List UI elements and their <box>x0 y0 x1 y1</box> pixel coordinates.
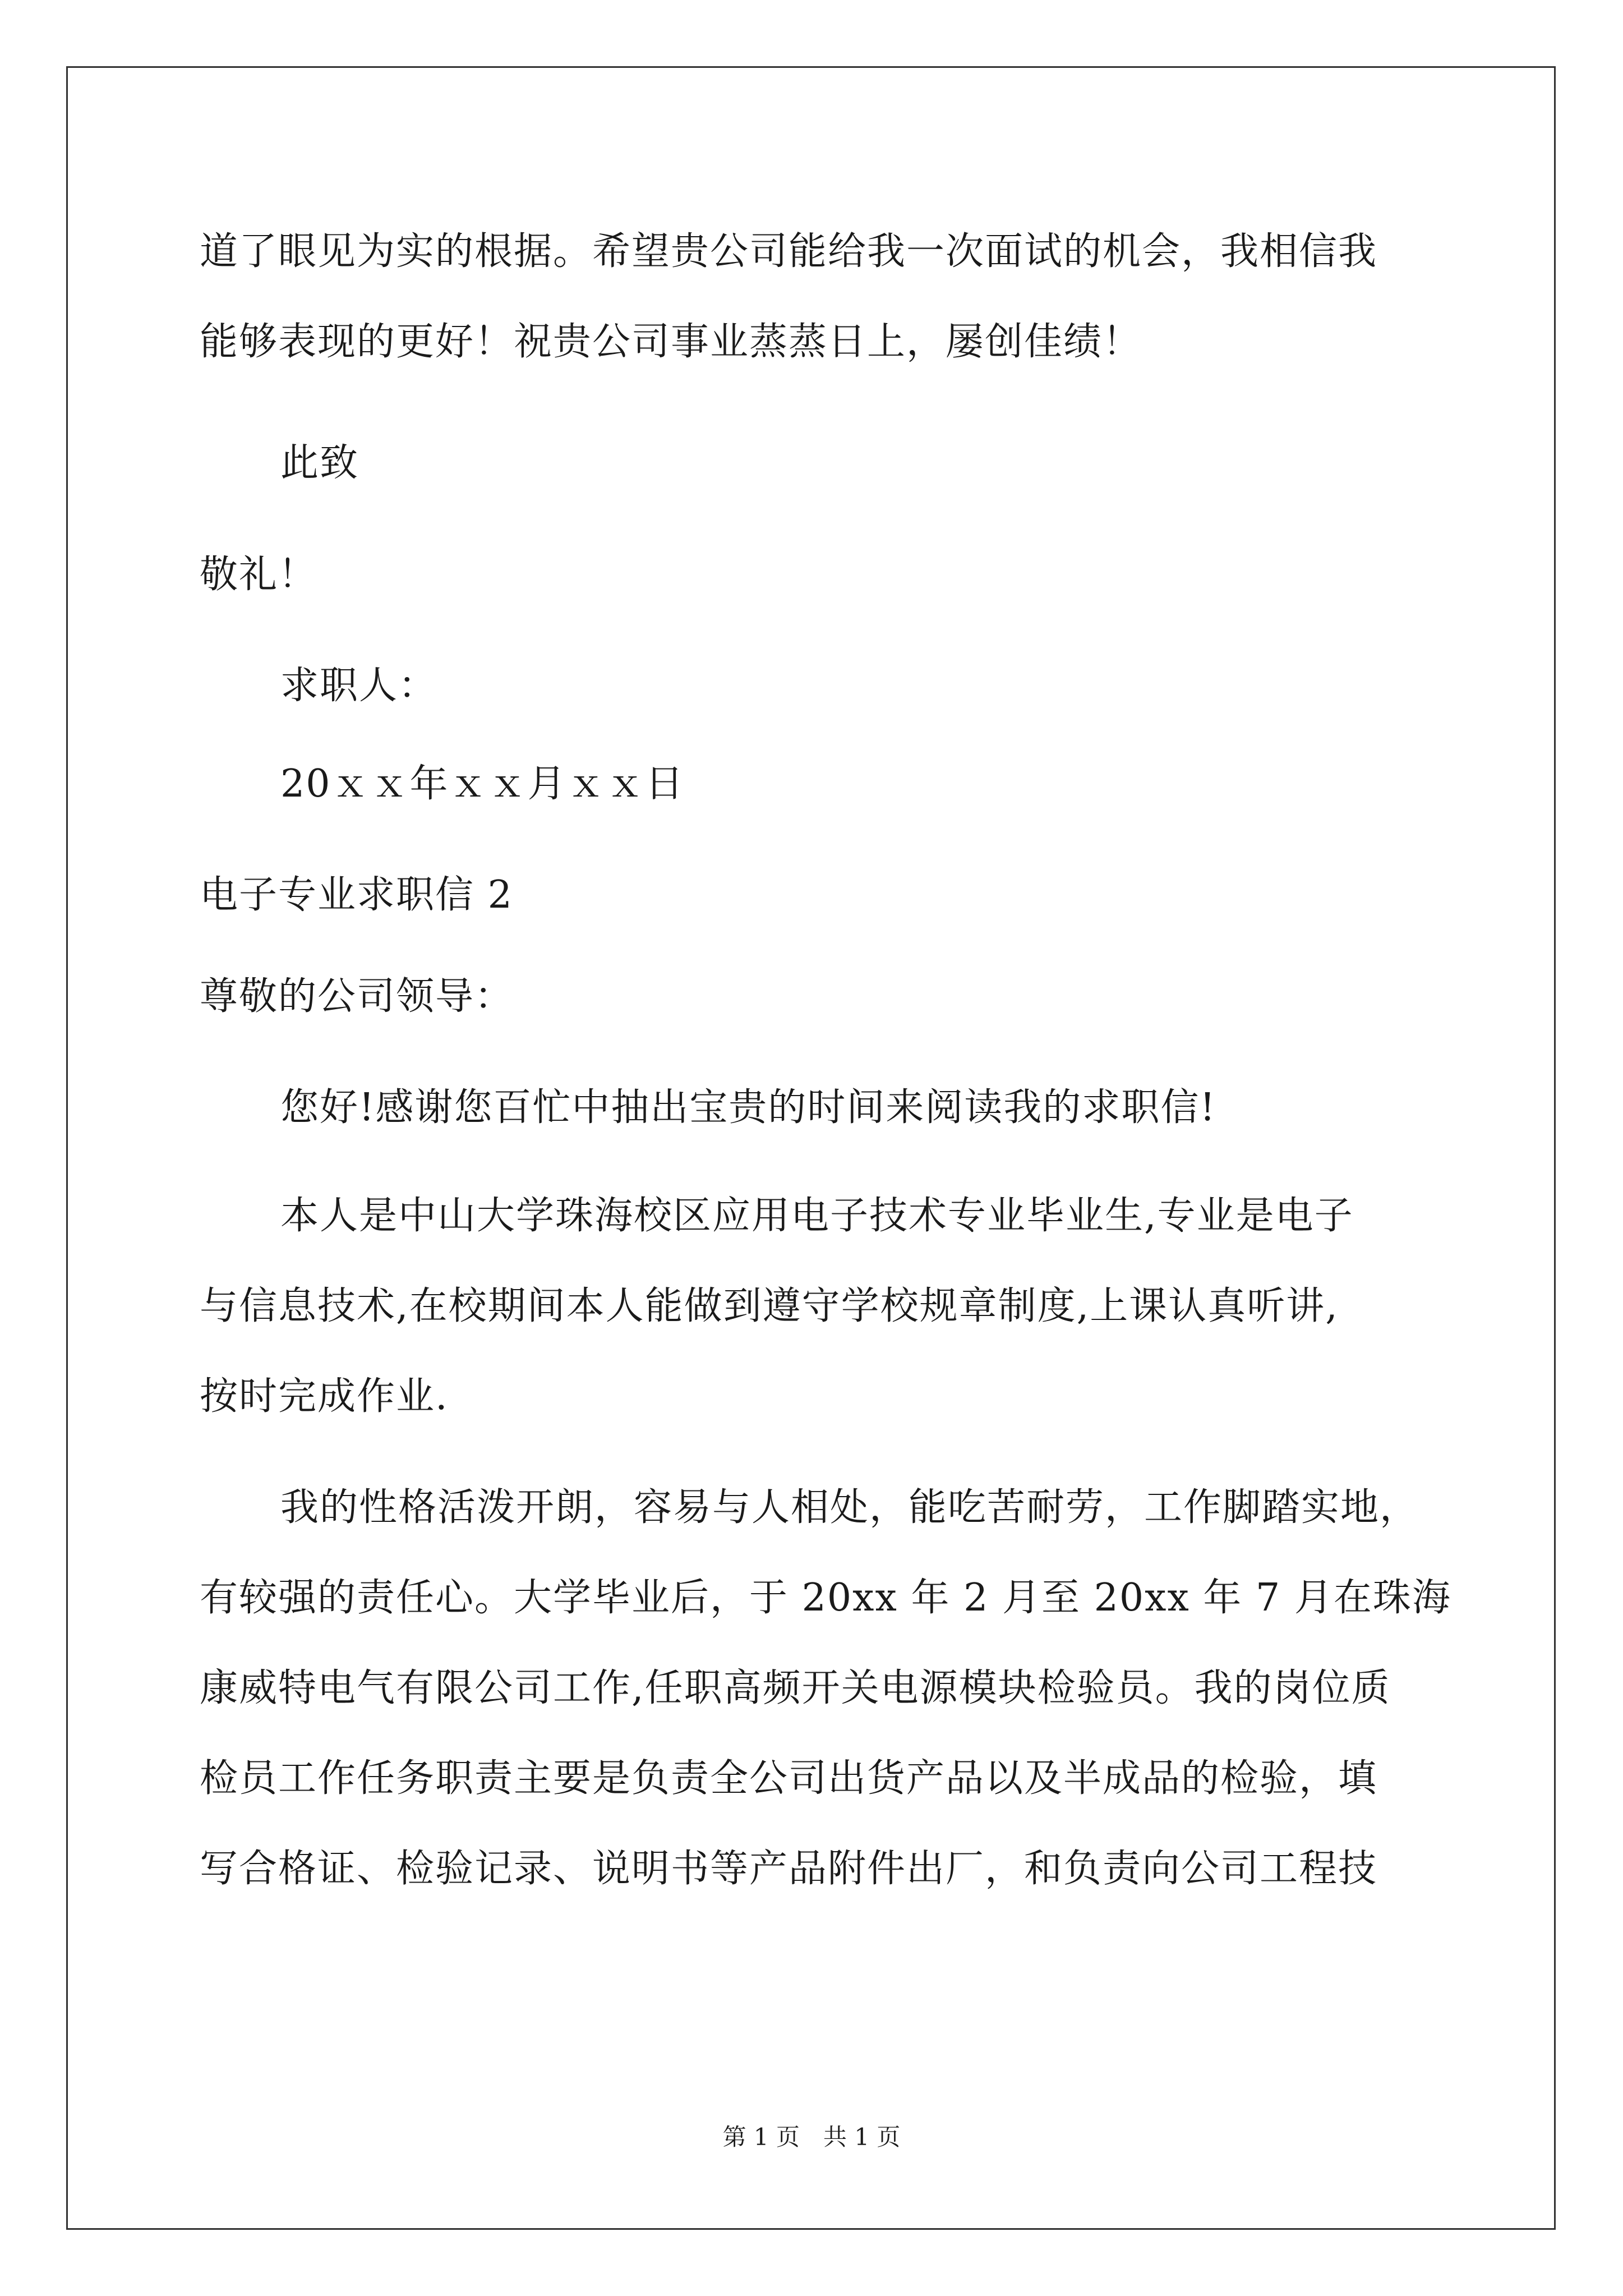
letter-date: 20ｘｘ年ｘｘ月ｘｘ日 <box>280 762 685 806</box>
page-number-footer: 第 1 页 共 1 页 <box>722 2123 901 2151</box>
body-text-line: 本人是中山大学珠海校区应用电子技术专业毕业生,专业是电子 <box>280 1194 1354 1238</box>
applicant-signature: 求职人： <box>280 664 438 708</box>
body-text-line: 与信息技术,在校期间本人能做到遵守学校规章制度,上课认真听讲, <box>200 1284 1339 1328</box>
body-text-line: 检员工作任务职责主要是负责全公司出货产品以及半成品的检验，填 <box>200 1756 1378 1801</box>
body-text-line: 能够表现的更好！祝贵公司事业蒸蒸日上，屡创佳绩！ <box>200 320 1142 364</box>
body-text-line: 道了眼见为实的根据。希望贵公司能给我一次面试的机会，我相信我 <box>200 229 1378 274</box>
body-text-line: 有较强的责任心。大学毕业后，于 20xx 年 2 月至 20xx 年 7 月在珠海 <box>200 1576 1451 1620</box>
body-text-line: 康威特电气有限公司工作,任职高频开关电源模块检验员。我的岗位质 <box>200 1666 1391 1710</box>
closing-regards: 敬礼！ <box>200 553 318 597</box>
body-text-line: 您好!感谢您百忙中抽出宝贵的时间来阅读我的求职信! <box>280 1085 1216 1130</box>
page-frame <box>66 66 1556 2230</box>
body-text-line: 我的性格活泼开朗，容易与人相处，能吃苦耐劳，工作脚踏实地， <box>280 1485 1419 1530</box>
body-text-line: 写合格证、检验记录、说明书等产品附件出厂，和负责向公司工程技 <box>200 1847 1378 1891</box>
body-text-line: 按时完成作业. <box>200 1374 449 1419</box>
section-title: 电子专业求职信 2 <box>200 873 513 917</box>
letter-greeting: 尊敬的公司领导： <box>200 974 514 1019</box>
closing-salutation: 此致 <box>280 441 359 485</box>
